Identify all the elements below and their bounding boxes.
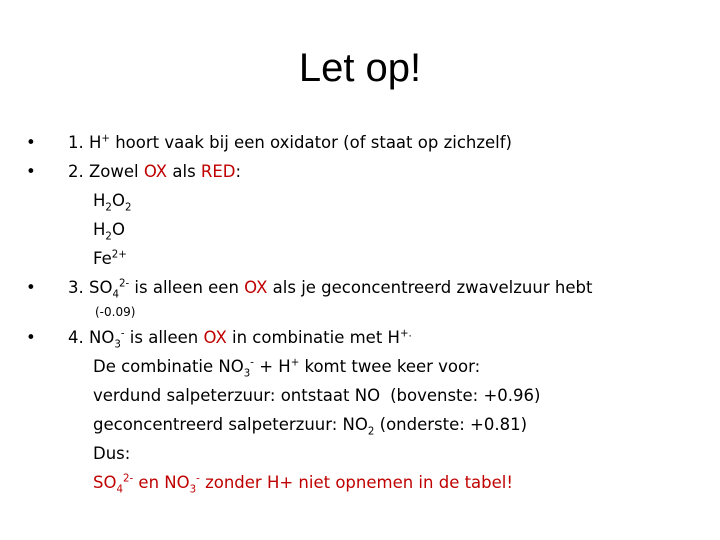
item-4-dilute: verdund salpeterzuur: ontstaat NO (bovenste: +0.96) [93,386,541,405]
bullet-icon: • [26,278,36,297]
ox-label: OX [244,278,268,297]
item-number: 4. [68,328,84,347]
item-number: 1. [68,133,84,152]
item-4-concentrated: geconcentreerd salpeterzuur: $NO_2$ (onderste: +0.81) [93,415,528,438]
slide-title: Let op! [298,46,422,90]
formula-h2o: $H_2O$ [93,220,125,243]
red-label: RED [200,162,236,181]
ox-label: OX [203,328,227,347]
bullet-icon: • [26,133,36,152]
item-4 [26,323,706,352]
item-2 [26,157,706,186]
slide-body [26,128,706,497]
item-4-conclusion-label: Dus: [93,444,131,463]
item-4-conclusion: $SO_4^{2-}$ en $NO_3^-$ zonder H+ niet opnemen in de tabel! [93,473,513,496]
item-4-text: 4. $NO_3^-$ is alleen OX in combinatie met H+. [68,328,412,351]
item-number: 2. [68,162,84,181]
item-3-text: 3. $SO_4^{2-}$ is alleen een OX als je geconcentreerd zwavelzuur hebt [68,278,593,301]
formula-fe2plus: $Fe^{2+}$ [93,249,127,268]
item-1 [26,128,706,157]
item-3 [26,273,706,302]
item-number: 3. [68,278,84,297]
ox-label: OX [143,162,168,181]
bullet-icon: • [26,162,36,181]
bullet-icon: • [26,328,36,347]
item-3-note: (-0.09) [95,305,136,319]
item-4-combination: De combinatie $NO_3^- + H^+$ komt twee keer voor: [93,357,481,380]
formula-h2o2: $H_2O_2$ [93,191,132,214]
item-2-text: 2. Zowel OX als RED: [68,162,242,181]
item-1-text: 1. H+ hoort vaak bij een oxidator (of staat op zichzelf) [68,133,512,152]
